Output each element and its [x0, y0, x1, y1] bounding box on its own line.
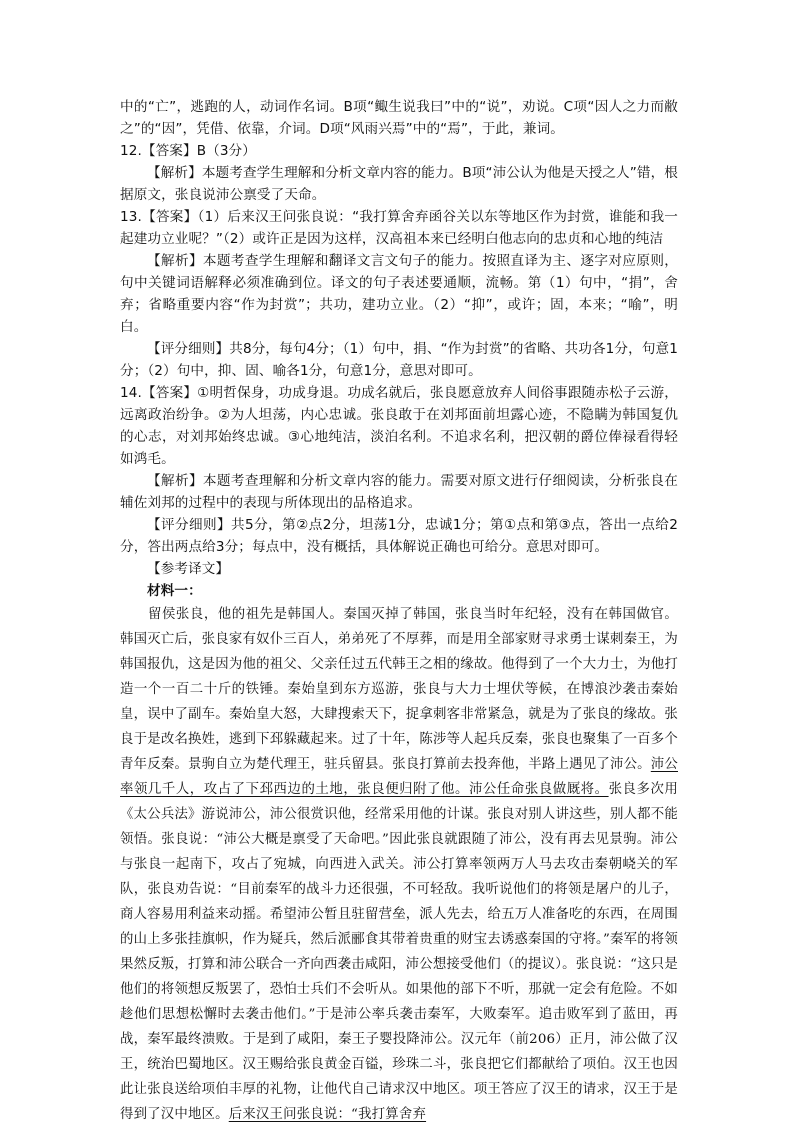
q14-scoring: 【评分细则】共5分，第②点2分，坦荡1分，忠诚1分；第①点和第③点，答出一点给2分，答出两点给3分；每点中，没有概括，具体解说正确也可给分。意思对即可。 [120, 517, 678, 555]
q13-answer: 13.【答案】（1）后来汉王问张良说：“我打算舍弃函谷关以东等地区作为封赏，谁能和我一起建功立业呢？”（2）或许正是因为这样，汉高祖本来已经明白他志向的忠贞和心地的纯洁 [120, 209, 678, 247]
translation-underlined-end: 后来汉王问张良说：“我打算舍弃 [228, 1107, 427, 1122]
q13-scoring: 【评分细则】共8分，每句4分；（1）句中，捐、“作为封赏”的省略、共功各1分，句意1分；（2）句中，抑、固、喻各1分，句意1分，意思对即可。 [120, 341, 678, 379]
answer-page [120, 96, 678, 1127]
q12-answer: 12.【答案】B（3分） [120, 143, 256, 159]
reference-translation-heading: 【参考译文】 [147, 561, 230, 577]
translation-text-part2: 张良多次用《太公兵法》游说沛公，沛公很赏识他，经常采用他的计谋。张良对别人讲这些，别人都不能领悟。张良说：“沛公大概是禀受了天命吧。”因此张良就跟随了沛公，没有再去见景驹。沛公与张良一起南下，攻占了宛城，向西进入武关。沛公打算率领两万人马去攻击秦朝峣关的军队，张良劝告说：“目前秦军的战斗力还很强，不可轻敌。我听说他们的将领是屠户的儿子，商人容易用利益来动摇。希望沛公暂且驻留营垒，派人先去，给五万人准备吃的东西，在周围的山上多张挂旗帜，作为疑兵，然后派郦食其带着贵重的财宝去诱惑秦国的守将。”秦军的将领果然反叛，打算和沛公联合一齐向西袭击咸阳，沛公想接受他们（的提议）。张良说：“这只是他们的将领想反叛罢了，恐怕士兵们不会听从。如果他的部下不听，那就一定会有危险。不如趁他们思想松懈时去袭击他们。”于是沛公率兵袭击秦军，大败秦军。追击败军到了蓝田，再战，秦军最终溃败。于是到了咸阳，秦王子婴投降沛公。汉元年（前206）正月，沛公做了汉王，统治巴蜀地区。汉王赐给张良黄金百镒，珍珠二斗，张良把它们都献给了项伯。汉王也因此让张良送给项伯丰厚的礼物，让他代自己请求汉中地区。项王答应了汉王的请求，汉王于是得到了汉中地区。 [120, 782, 679, 1122]
translation-text-part1: 留侯张良，他的祖先是韩国人。秦国灭掉了韩国，张良当时年纪轻，没有在韩国做官。韩国灭亡后，张良家有奴仆三百人，弟弟死了不厚葬，而是用全部家财寻求勇士谋刺秦王，为韩国报仇，这是因为他的祖父、父亲任过五代韩王之相的缘故。他得到了一个大力士，为他打造一个一百二十斤的铁锤。秦始皇到东方巡游，张良与大力士埋伏等候，在博浪沙袭击秦始皇，误中了副车。秦始皇大怒，大肆搜索天下，捉拿刺客非常紧急，就是为了张良的缘故。张良于是改名换姓，逃到下邳躲藏起来。过了十年，陈涉等人起兵反秦，张良也聚集了一百多个青年反秦。景驹自立为楚代理王，驻兵留县。张良打算前去投奔他，半路上遇见了沛公。 [120, 607, 678, 772]
q14-answer: 14.【答案】①明哲保身，功成身退。功成名就后，张良愿意放弃人间俗事跟随赤松子云游，远离政治纷争。②为人坦荡，内心忠诚。张良敢于在刘邦面前坦露心迹，不隐瞒为韩国复仇的心志，对刘邦始终忠诚。③心地纯洁，淡泊名利。不追求名利，把汉朝的爵位俸禄看得轻如鸿毛。 [120, 385, 678, 467]
q12-analysis: 【解析】本题考查学生理解和分析文章内容的能力。B项“沛公认为他是天授之人”错，根据原文，张良说沛公禀受了天命。 [120, 165, 678, 203]
translation-paragraph [120, 602, 678, 1127]
q13-analysis: 【解析】本题考查学生理解和翻译文言文句子的能力。按照直译为主、逐字对应原则，句中关键词语解释必须准确到位。译文的句子表述要通顺，流畅。第（1）句中，“捐”，舍弃；省略重要内容“作为封赏”；共功，建功立业。（2）“抑”，或许；固，本来；“喻”，明白。 [120, 253, 678, 335]
q14-analysis: 【解析】本题考查理解和分析文章内容的能力。需要对原文进行仔细阅读，分析张良在辅佐刘邦的过程中的表现与所体现出的品格追求。 [120, 473, 678, 511]
text-line-q11-continuation: 中的“亡”，逃跑的人，动词作名词。B项“鲰生说我曰”中的“说”，劝说。C项“因人之力而敝之”的“因”，凭借、依靠，介词。D项“风雨兴焉”中的“焉”，于此，兼词。 [120, 99, 678, 137]
translation-underlined-sentence: 沛公率领几千人，攻占了下邳西边的土地，张良便归附了他。沛公任命张良做厩将。 [120, 757, 678, 797]
material-one-heading: 材料一： [147, 583, 202, 599]
